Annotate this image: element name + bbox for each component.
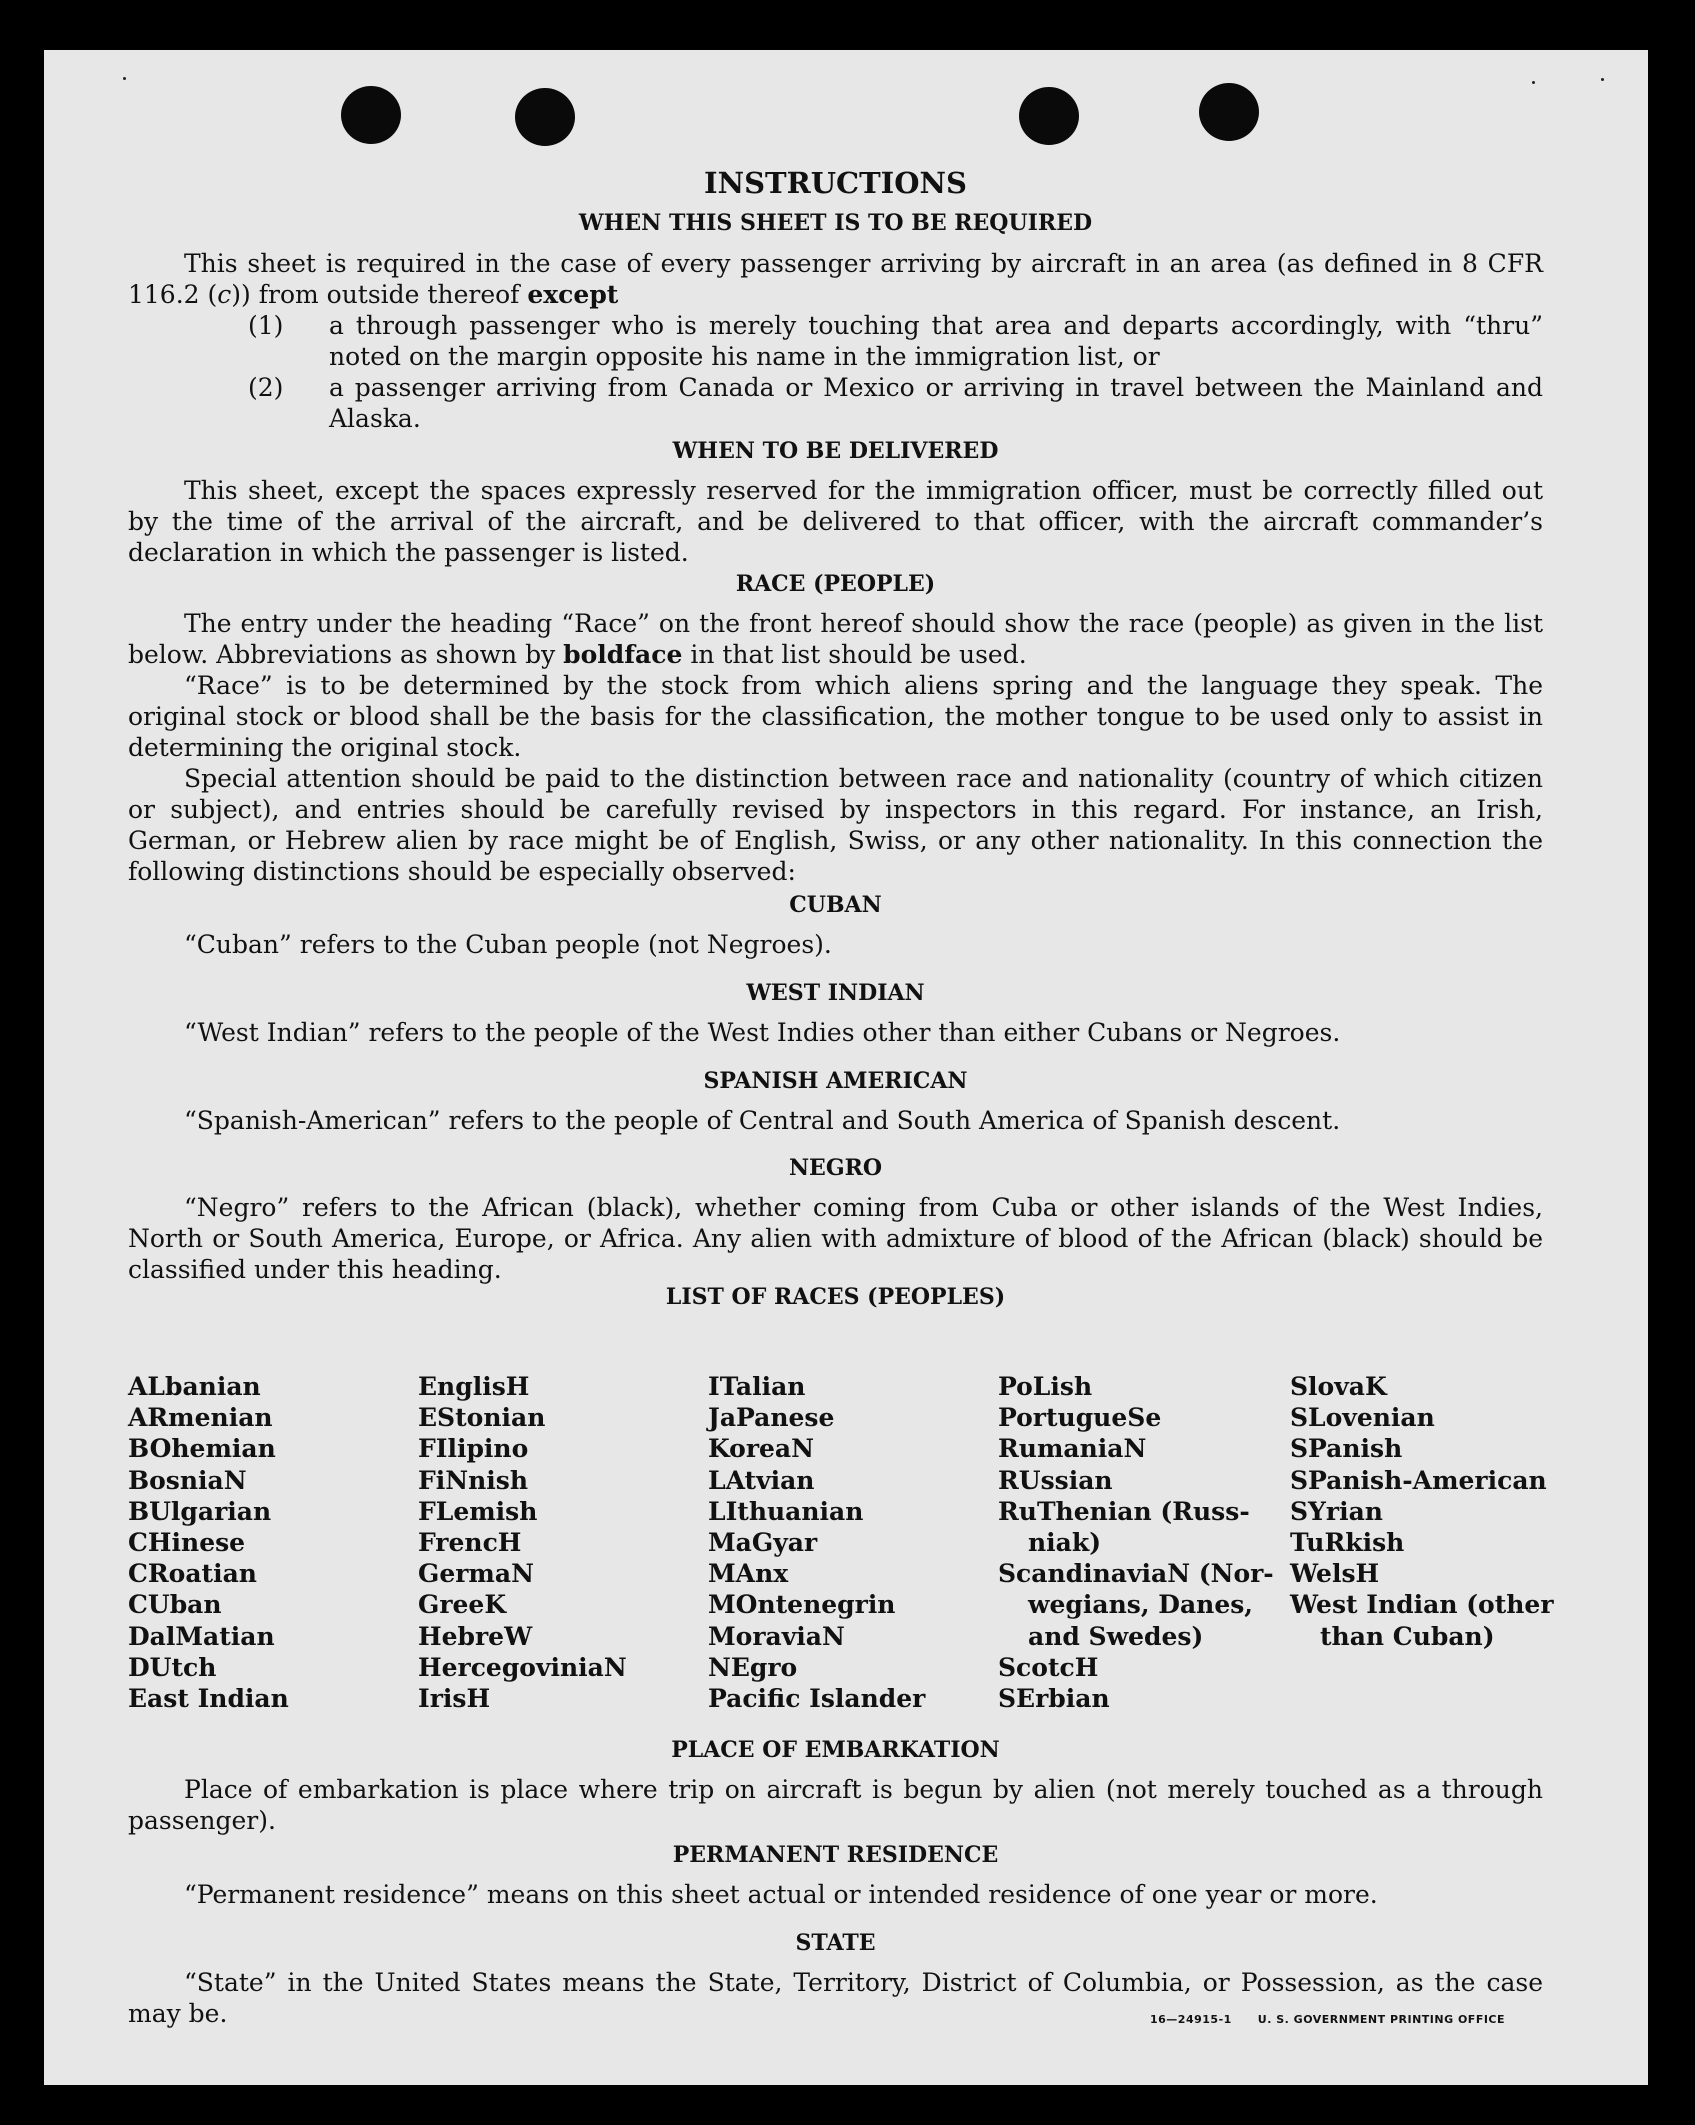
section-heading-when-delivered: WHEN TO BE DELIVERED bbox=[672, 438, 999, 464]
spanish-american-text: “Spanish-American” refers to the people of Central and South America of Spanish descent. bbox=[184, 1106, 1341, 1135]
race-entry: TuRkish bbox=[1290, 1528, 1405, 1558]
section-heading-list-of-races: LIST OF RACES (PEOPLES) bbox=[665, 1284, 1006, 1310]
race-entry: BOhemian bbox=[128, 1434, 276, 1464]
print-imprint bbox=[1150, 2013, 1531, 2026]
printer-imprint: U. S. GOVERNMENT PRINTING OFFICE bbox=[1257, 2013, 1506, 2026]
race-entry: CHinese bbox=[128, 1528, 246, 1558]
page-title: INSTRUCTIONS bbox=[704, 166, 967, 200]
race-entry: SPanish bbox=[1290, 1434, 1403, 1464]
race-entry: SLovenian bbox=[1290, 1403, 1435, 1433]
race-entry: HebreW bbox=[418, 1621, 533, 1651]
race-entry: ARmenian bbox=[128, 1403, 273, 1433]
race-entry: Pacific Islander bbox=[708, 1684, 926, 1714]
race-entry: PoLish bbox=[998, 1372, 1093, 1401]
races-column-1 bbox=[128, 1371, 289, 1714]
race-entry-continuation: than Cuban) bbox=[1320, 1621, 1495, 1651]
when-delivered-text: This sheet, except the spaces expressly reserved for the immigration officer, must be correctly filled out by the time of the arrival of the aircraft, and be delivered to that officer, with the aircraft commander’s declaration in which the passenger is listed. bbox=[128, 476, 1543, 567]
race-entry: FiNnish bbox=[418, 1465, 529, 1495]
cuban-text: “Cuban” refers to the Cuban people (not Negroes). bbox=[184, 930, 832, 959]
punch-hole bbox=[1199, 83, 1259, 141]
section-heading-west-indian: WEST INDIAN bbox=[746, 980, 925, 1006]
section-heading-embarkation: PLACE OF EMBARKATION bbox=[671, 1737, 1000, 1763]
race-entry: SYrian bbox=[1290, 1496, 1383, 1526]
race-entry-continuation: niak) bbox=[1028, 1528, 1102, 1558]
race-entry: HercegoviniaN bbox=[418, 1652, 627, 1682]
race-entry: ALbanian bbox=[128, 1372, 261, 1401]
race-entry: DUtch bbox=[128, 1652, 217, 1682]
section-heading-spanish-american: SPANISH AMERICAN bbox=[703, 1068, 968, 1094]
race-entry: KoreaN bbox=[708, 1434, 814, 1464]
race-entry: BUlgarian bbox=[128, 1496, 272, 1526]
when-required-intro: This sheet is required in the case of every passenger arriving by aircraft in an area (as defined in 8 CFR 116.2 (c)) from outside thereof except bbox=[128, 249, 1543, 309]
punch-hole bbox=[1019, 87, 1079, 145]
race-entry: LAtvian bbox=[708, 1465, 815, 1495]
section-heading-state: STATE bbox=[795, 1930, 876, 1956]
races-column-3 bbox=[708, 1371, 925, 1714]
form-code: 16—24915-1 bbox=[1150, 2013, 1232, 2026]
race-entry-continuation: and Swedes) bbox=[1028, 1621, 1204, 1651]
race-entry: GermaN bbox=[418, 1559, 534, 1589]
race-entry: West Indian (other bbox=[1290, 1590, 1554, 1620]
race-entry: LIthuanian bbox=[708, 1496, 864, 1526]
race-entry: SPanish-American bbox=[1290, 1465, 1547, 1495]
race-entry: CUban bbox=[128, 1590, 222, 1620]
west-indian-text: “West Indian” refers to the people of the West Indies other than either Cubans or Negroes. bbox=[184, 1018, 1341, 1047]
race-entry: FIlipino bbox=[418, 1434, 529, 1464]
races-column-2 bbox=[418, 1371, 627, 1714]
race-entry: SErbian bbox=[998, 1684, 1110, 1714]
race-entry: MAnx bbox=[708, 1559, 789, 1589]
race-entry: EStonian bbox=[418, 1403, 546, 1433]
punch-hole bbox=[341, 86, 401, 144]
race-entry: JaPanese bbox=[708, 1403, 835, 1433]
race-entry: NEgro bbox=[708, 1652, 798, 1682]
section-heading-cuban: CUBAN bbox=[789, 892, 882, 918]
race-entry: DalMatian bbox=[128, 1621, 275, 1651]
race-entry: ITalian bbox=[708, 1372, 806, 1401]
race-entry: BosniaN bbox=[128, 1465, 247, 1495]
race-paragraph-1: The entry under the heading “Race” on the front hereof should show the race (people) as given in the list below. Abbreviations as shown by boldface in that list should be used. bbox=[128, 609, 1543, 669]
race-entry: RuThenian (Russ- bbox=[998, 1496, 1250, 1526]
embarkation-text: Place of embarkation is place where trip on aircraft is begun by alien (not merely touched as a through passenger). bbox=[128, 1775, 1543, 1835]
race-paragraph-3: Special attention should be paid to the distinction between race and nationality (country of which citizen or subject), and entries should be carefully revised by inspectors in this regard. For instance, an Irish, German, or Hebrew alien by race might be of English, Swiss, or any other nationality. In this connection the following distinctions should be especially observed: bbox=[128, 764, 1543, 886]
race-entry: MoraviaN bbox=[708, 1621, 845, 1651]
race-entry-continuation: wegians, Danes, bbox=[1028, 1590, 1253, 1620]
race-entry: FrencH bbox=[418, 1528, 522, 1558]
speck bbox=[1601, 78, 1604, 81]
races-column-4 bbox=[998, 1371, 1274, 1714]
race-entry: WelsH bbox=[1290, 1559, 1380, 1589]
races-column-5 bbox=[1290, 1371, 1554, 1652]
race-entry: ScotcH bbox=[998, 1652, 1099, 1682]
exception-item-1: (1) a through passenger who is merely touching that area and departs accordingly, with “thru” noted on the margin opposite his name in the immigration list, or bbox=[248, 311, 1543, 371]
race-entry: RUssian bbox=[998, 1465, 1113, 1495]
race-entry: FLemish bbox=[418, 1496, 538, 1526]
speck bbox=[1532, 81, 1535, 84]
section-heading-when-required: WHEN THIS SHEET IS TO BE REQUIRED bbox=[578, 210, 1093, 236]
section-heading-race: RACE (PEOPLE) bbox=[735, 571, 936, 597]
race-entry: MOntenegrin bbox=[708, 1590, 896, 1620]
race-entry: MaGyar bbox=[708, 1528, 818, 1558]
section-heading-residence: PERMANENT RESIDENCE bbox=[672, 1842, 999, 1868]
race-entry: SlovaK bbox=[1290, 1372, 1387, 1401]
speck bbox=[123, 77, 126, 80]
race-entry: EnglisH bbox=[418, 1372, 530, 1401]
state-text: “State” in the United States means the State, Territory, District of Columbia, or Possession, as the case may be. bbox=[128, 1968, 1543, 2028]
race-entry: IrisH bbox=[418, 1684, 491, 1714]
race-paragraph-2: “Race” is to be determined by the stock from which aliens spring and the language they speak. The original stock or blood shall be the basis for the classification, the mother tongue to be used only to assist in determining the original stock. bbox=[128, 671, 1543, 762]
negro-text: “Negro” refers to the African (black), whether coming from Cuba or other islands of the West Indies, North or South America, Europe, or Africa. Any alien with admixture of blood of the African (black) should be classified under this heading. bbox=[128, 1193, 1543, 1284]
race-entry: East Indian bbox=[128, 1684, 289, 1714]
exception-item-2: (2) a passenger arriving from Canada or Mexico or arriving in travel between the Mainland and Alaska. bbox=[248, 373, 1543, 433]
race-entry: ScandinaviaN (Nor- bbox=[998, 1559, 1274, 1589]
residence-text: “Permanent residence” means on this sheet actual or intended residence of one year or more. bbox=[184, 1880, 1378, 1909]
race-entry: RumaniaN bbox=[998, 1434, 1147, 1464]
race-entry: GreeK bbox=[418, 1590, 507, 1620]
section-heading-negro: NEGRO bbox=[788, 1155, 883, 1181]
document-sheet bbox=[44, 50, 1648, 2085]
race-entry: CRoatian bbox=[128, 1559, 257, 1589]
race-entry: PortugueSe bbox=[998, 1403, 1162, 1433]
punch-hole bbox=[515, 88, 575, 146]
